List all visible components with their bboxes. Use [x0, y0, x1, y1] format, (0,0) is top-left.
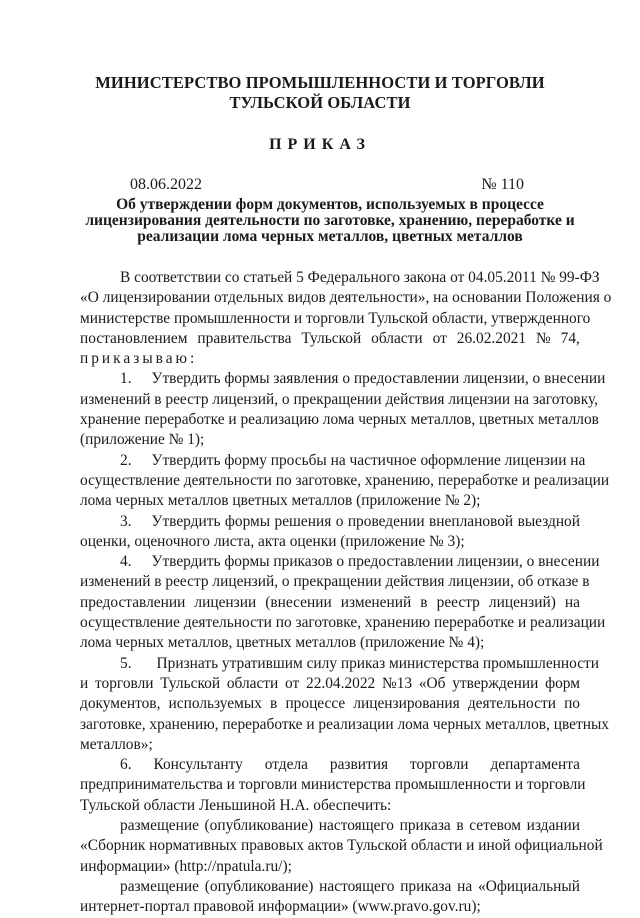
body-line	[80, 309, 591, 329]
body-line	[80, 369, 606, 389]
body-line	[80, 654, 599, 674]
body-word: документов,	[80, 695, 161, 713]
body-word: лома черных металлов цветных металлов (приложение № 2);	[80, 492, 481, 510]
body-word: (приложение № 1);	[80, 431, 205, 449]
body-word: на	[564, 593, 580, 611]
body-word: осуществление деятельности по заготовке, хранению, переработке и реализации	[80, 471, 610, 489]
order-number: № 110	[481, 176, 524, 193]
body-word: (внесении	[265, 593, 332, 611]
body-word: 5.	[120, 654, 132, 672]
body-word: процессе	[285, 695, 346, 713]
body-line	[80, 552, 600, 572]
body-line	[80, 735, 580, 755]
body-word: отдела	[264, 756, 308, 774]
body-line	[80, 877, 580, 897]
body-word: 26.02.2021	[456, 329, 527, 347]
body-line	[80, 572, 590, 592]
document-type: ПРИКАЗ	[269, 136, 371, 153]
body-word: 74,	[560, 329, 580, 347]
body-word: лома черных металлов, цветных металлов (приложение № 4);	[80, 634, 485, 652]
order-body	[80, 268, 612, 918]
body-line	[80, 390, 598, 410]
org-name-line1: МИНИСТЕРСТВО ПРОМЫШЛЕННОСТИ И ТОРГОВЛИ	[95, 73, 545, 92]
body-line	[80, 593, 580, 613]
body-word: по	[564, 695, 580, 713]
body-word: постановлением	[80, 329, 188, 347]
body-word: изменений в реестр лицензий, о прекращении действия лицензии на заготовку,	[80, 390, 598, 408]
org-name-line2: ТУЛЬСКОЙ ОБЛАСТИ	[229, 93, 411, 112]
body-line	[80, 288, 612, 308]
body-line	[80, 532, 580, 552]
body-word: В соответствии со статьей 5 Федерального закона от 04.05.2011 № 99-ФЗ	[120, 269, 600, 286]
body-word: Утвердить формы заявления о предоставлении лицензии, о внесении	[151, 370, 606, 388]
body-word: 3.	[120, 512, 132, 530]
body-line	[80, 816, 580, 836]
body-word: Признать утратившим силу приказ министерства промышленности	[156, 654, 599, 672]
body-word: Консультанту	[153, 756, 243, 774]
body-word: 1.	[120, 370, 132, 388]
body-line	[80, 633, 580, 653]
body-word: Утвердить форму просьбы на частичное оформление лицензии на	[151, 451, 586, 469]
body-word: приказываю:	[80, 350, 198, 368]
body-line	[80, 451, 586, 471]
body-word: 2.	[120, 451, 132, 469]
body-word: лицензий)	[488, 593, 556, 611]
body-word: развития	[329, 756, 389, 774]
body-word: реестр	[436, 593, 480, 611]
body-word: размещение (опубликование) настоящего приказа в сетевом издании	[120, 817, 580, 835]
body-word: заготовке, хранению, переработке и реализации лома черных металлов, цветных	[80, 715, 609, 733]
body-word: департамента	[490, 756, 580, 774]
body-line	[80, 775, 586, 795]
body-word: №	[536, 329, 551, 347]
body-word: деятельности	[467, 695, 556, 713]
body-line	[80, 613, 606, 633]
body-word: Утвердить формы приказов о предоставлении лицензии, о внесении	[151, 553, 600, 571]
body-word: и торговли Тульской области от 22.04.2022 №13 «Об утверждении форм	[80, 674, 580, 692]
body-word: министерстве промышленности и торговли Тульской области, утвержденного	[80, 309, 591, 327]
body-word: Тульской	[301, 329, 362, 347]
body-word: от	[432, 329, 447, 347]
body-word: используемых	[168, 695, 262, 713]
body-line	[80, 410, 599, 430]
body-line	[80, 349, 580, 369]
body-line	[80, 268, 600, 288]
body-word: «О лицензировании отдельных видов деятельности», на основании Положения о	[80, 289, 612, 307]
subject-line: лицензирования деятельности по заготовке, хранению, переработке и	[85, 212, 575, 229]
body-word: предоставлении	[80, 593, 186, 611]
body-line	[80, 836, 603, 856]
body-word: торговли	[409, 756, 469, 774]
order-date: 08.06.2022	[130, 176, 202, 193]
body-line	[80, 329, 580, 349]
body-word: Тульской области Леньшиной Н.А. обеспечить:	[80, 796, 392, 814]
body-word: лицензии	[194, 593, 257, 611]
body-word: оценки, оценочного листа, акта оценки (приложение № 3);	[80, 532, 465, 550]
body-word: изменений в реестр лицензий, о прекращении действия лицензии, об отказе в	[80, 573, 590, 591]
body-line	[80, 796, 580, 816]
body-line	[80, 694, 580, 714]
body-line	[80, 715, 609, 735]
body-word: «Сборник нормативных правовых актов Тульской области и иной официальной	[80, 837, 603, 855]
body-line	[80, 857, 580, 877]
body-word: предпринимательства и торговли министерства промышленности и торговли	[80, 776, 586, 794]
body-word: изменений	[340, 593, 412, 611]
body-word: осуществление деятельности по заготовке, хранению переработке и реализации	[80, 614, 606, 632]
body-word: информации» (http://npatula.ru/);	[80, 857, 292, 875]
body-word: металлов»;	[80, 735, 153, 753]
body-word: в	[420, 593, 428, 611]
body-word: интернет-портал правовой информации» (www.pravo.gov.ru);	[80, 898, 481, 916]
body-line	[80, 430, 580, 450]
subject-line: реализации лома черных металлов, цветных металлов	[137, 228, 523, 245]
body-line	[80, 674, 580, 694]
body-word: 4.	[120, 553, 132, 571]
body-word: области	[371, 329, 423, 347]
body-line	[80, 755, 580, 775]
body-line	[80, 491, 580, 511]
body-line	[80, 512, 580, 532]
body-word: размещение (опубликование) настоящего приказа на «Официальный	[120, 877, 580, 895]
body-word: Утвердить формы решения о проведении внеплановой выездной	[151, 512, 580, 530]
body-word: 6.	[120, 756, 132, 774]
body-word: в	[270, 695, 278, 713]
body-word: лицензирования	[353, 695, 460, 713]
order-subject	[80, 197, 580, 245]
body-word: правительства	[197, 329, 292, 347]
body-line	[80, 897, 580, 917]
body-word: хранение переработке и реализацию лома черных металлов, цветных металлов	[80, 411, 599, 429]
body-line	[80, 471, 610, 491]
subject-line: Об утверждении форм документов, используемых в процессе	[116, 196, 544, 213]
